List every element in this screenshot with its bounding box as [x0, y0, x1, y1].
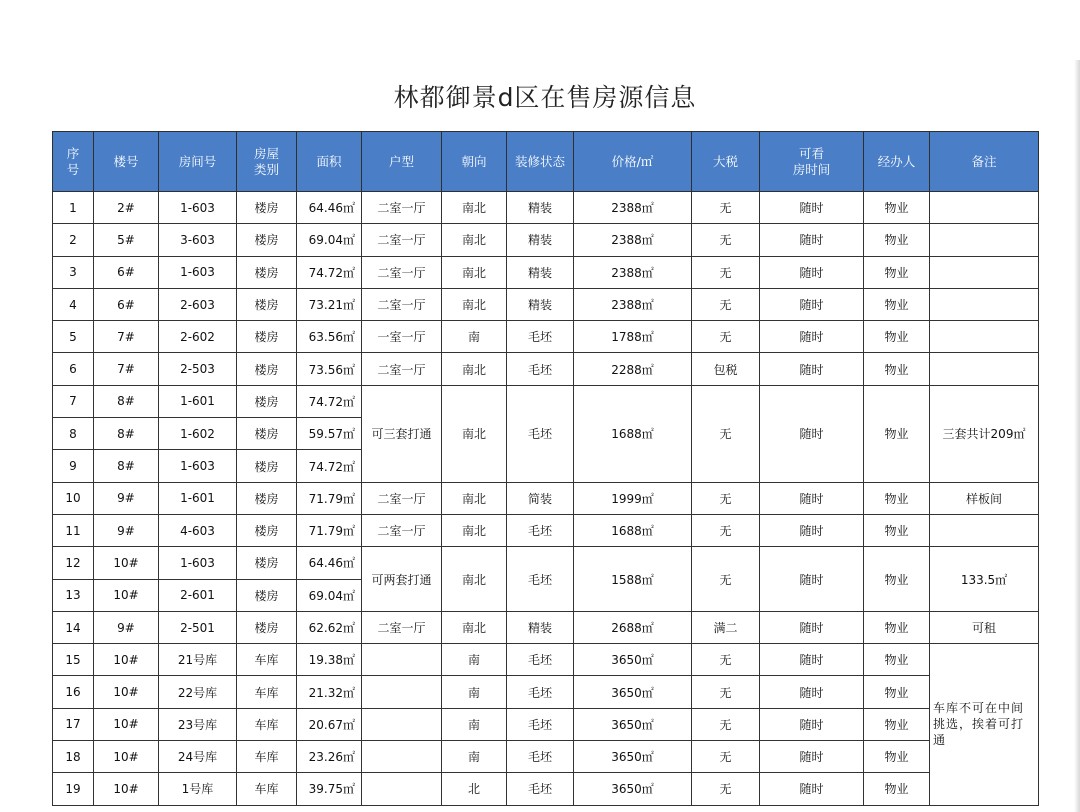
- cell-area: 71.79㎡: [297, 482, 362, 514]
- cell-price: 3650㎡: [574, 741, 692, 773]
- cell-building: 10#: [94, 741, 159, 773]
- cell-type: 楼房: [237, 256, 297, 288]
- cell-facing: 南: [442, 644, 507, 676]
- cell-viewing-time: 随时: [760, 482, 864, 514]
- cell-room: 2-601: [159, 579, 237, 611]
- cell-area: 39.75㎡: [297, 773, 362, 805]
- cell-layout: [362, 644, 442, 676]
- cell-no: 12: [53, 547, 94, 579]
- cell-price: 3650㎡: [574, 773, 692, 805]
- cell-type: 车库: [237, 708, 297, 740]
- cell-price: 1688㎡: [574, 385, 692, 482]
- cell-agent: 物业: [864, 482, 930, 514]
- cell-room: 23号库: [159, 708, 237, 740]
- cell-notes: [930, 288, 1039, 320]
- cell-viewing-time: 随时: [760, 321, 864, 353]
- cell-price: 1788㎡: [574, 321, 692, 353]
- cell-room: 24号库: [159, 741, 237, 773]
- cell-viewing-time: 随时: [760, 514, 864, 546]
- header-room: 房间号: [159, 132, 237, 192]
- cell-facing: 南北: [442, 611, 507, 643]
- cell-type: 楼房: [237, 547, 297, 579]
- cell-notes: [930, 514, 1039, 546]
- table-row: [53, 321, 1039, 353]
- cell-viewing-time: 随时: [760, 224, 864, 256]
- cell-room: 4-603: [159, 514, 237, 546]
- table-row: [53, 611, 1039, 643]
- cell-notes: [930, 192, 1039, 224]
- table-row: [53, 288, 1039, 320]
- cell-tax: 无: [692, 288, 760, 320]
- cell-decoration: 毛坯: [507, 773, 574, 805]
- cell-area: 71.79㎡: [297, 514, 362, 546]
- cell-room: 1-602: [159, 418, 237, 450]
- cell-building: 10#: [94, 676, 159, 708]
- cell-notes: [930, 224, 1039, 256]
- header-decoration: 装修状态: [507, 132, 574, 192]
- cell-type: 车库: [237, 644, 297, 676]
- cell-tax: 无: [692, 773, 760, 805]
- cell-building: 10#: [94, 708, 159, 740]
- table-row: [53, 644, 1039, 676]
- cell-area: 64.46㎡: [297, 547, 362, 579]
- table-row: [53, 385, 1039, 417]
- cell-layout: 二室一厅: [362, 611, 442, 643]
- cell-tax: 满二: [692, 611, 760, 643]
- cell-agent: 物业: [864, 353, 930, 385]
- cell-layout: 二室一厅: [362, 288, 442, 320]
- cell-area: 21.32㎡: [297, 676, 362, 708]
- cell-layout: 二室一厅: [362, 353, 442, 385]
- cell-room: 2-503: [159, 353, 237, 385]
- table-row: [53, 741, 1039, 773]
- cell-notes: [930, 321, 1039, 353]
- cell-notes: 133.5㎡: [930, 547, 1039, 612]
- header-agent: 经办人: [864, 132, 930, 192]
- cell-building: 6#: [94, 288, 159, 320]
- cell-price: 3650㎡: [574, 708, 692, 740]
- cell-price: 2688㎡: [574, 611, 692, 643]
- cell-area: 20.67㎡: [297, 708, 362, 740]
- cell-no: 9: [53, 450, 94, 482]
- cell-decoration: 简装: [507, 482, 574, 514]
- cell-viewing-time: 随时: [760, 256, 864, 288]
- cell-notes: [930, 256, 1039, 288]
- cell-area: 63.56㎡: [297, 321, 362, 353]
- cell-building: 8#: [94, 385, 159, 417]
- cell-agent: 物业: [864, 288, 930, 320]
- cell-no: 2: [53, 224, 94, 256]
- cell-type: 楼房: [237, 611, 297, 643]
- cell-agent: 物业: [864, 773, 930, 805]
- cell-room: 1-601: [159, 385, 237, 417]
- table-row: [53, 514, 1039, 546]
- cell-facing: 南北: [442, 288, 507, 320]
- header-building: 楼号: [94, 132, 159, 192]
- cell-facing: 南: [442, 708, 507, 740]
- cell-price: 3650㎡: [574, 644, 692, 676]
- cell-viewing-time: 随时: [760, 741, 864, 773]
- cell-decoration: 精装: [507, 611, 574, 643]
- cell-building: 9#: [94, 611, 159, 643]
- table-row: [53, 353, 1039, 385]
- cell-decoration: 毛坯: [507, 385, 574, 482]
- cell-area: 59.57㎡: [297, 418, 362, 450]
- cell-layout: 二室一厅: [362, 482, 442, 514]
- cell-room: 3-603: [159, 224, 237, 256]
- cell-price: 1588㎡: [574, 547, 692, 612]
- cell-no: 7: [53, 385, 94, 417]
- cell-layout: 二室一厅: [362, 224, 442, 256]
- cell-agent: 物业: [864, 611, 930, 643]
- cell-decoration: 精装: [507, 256, 574, 288]
- cell-building: 6#: [94, 256, 159, 288]
- listing-table: [52, 131, 1039, 806]
- header-layout: 户型: [362, 132, 442, 192]
- cell-building: 8#: [94, 450, 159, 482]
- cell-no: 19: [53, 773, 94, 805]
- table-row: [53, 676, 1039, 708]
- cell-layout: [362, 708, 442, 740]
- cell-agent: 物业: [864, 547, 930, 612]
- cell-area: 62.62㎡: [297, 611, 362, 643]
- cell-area: 73.21㎡: [297, 288, 362, 320]
- cell-no: 10: [53, 482, 94, 514]
- table-row: [53, 192, 1039, 224]
- cell-agent: 物业: [864, 256, 930, 288]
- header-notes: 备注: [930, 132, 1039, 192]
- cell-area: 74.72㎡: [297, 385, 362, 417]
- cell-type: 楼房: [237, 192, 297, 224]
- cell-viewing-time: 随时: [760, 676, 864, 708]
- cell-decoration: 精装: [507, 224, 574, 256]
- cell-price: 1999㎡: [574, 482, 692, 514]
- header-facing: 朝向: [442, 132, 507, 192]
- page-edge-shadow: [1074, 60, 1080, 812]
- cell-viewing-time: 随时: [760, 192, 864, 224]
- cell-tax: 无: [692, 224, 760, 256]
- cell-agent: 物业: [864, 741, 930, 773]
- cell-facing: 北: [442, 773, 507, 805]
- cell-room: 1-603: [159, 547, 237, 579]
- cell-area: 69.04㎡: [297, 224, 362, 256]
- cell-layout: [362, 773, 442, 805]
- cell-notes: 可租: [930, 611, 1039, 643]
- cell-type: 楼房: [237, 450, 297, 482]
- header-type: 房屋 类别: [237, 132, 297, 192]
- cell-building: 9#: [94, 514, 159, 546]
- cell-building: 10#: [94, 579, 159, 611]
- cell-facing: 南北: [442, 256, 507, 288]
- cell-decoration: 毛坯: [507, 547, 574, 612]
- cell-room: 2-603: [159, 288, 237, 320]
- cell-no: 5: [53, 321, 94, 353]
- cell-type: 楼房: [237, 418, 297, 450]
- cell-agent: 物业: [864, 224, 930, 256]
- cell-area: 73.56㎡: [297, 353, 362, 385]
- table-row: [53, 482, 1039, 514]
- cell-tax: 无: [692, 256, 760, 288]
- cell-no: 16: [53, 676, 94, 708]
- cell-type: 楼房: [237, 321, 297, 353]
- table-row: [53, 773, 1039, 805]
- cell-room: 22号库: [159, 676, 237, 708]
- cell-decoration: 毛坯: [507, 644, 574, 676]
- cell-tax: 无: [692, 741, 760, 773]
- cell-type: 车库: [237, 773, 297, 805]
- cell-tax: 无: [692, 385, 760, 482]
- cell-agent: 物业: [864, 385, 930, 482]
- cell-layout: 二室一厅: [362, 256, 442, 288]
- cell-decoration: 精装: [507, 192, 574, 224]
- cell-no: 11: [53, 514, 94, 546]
- cell-type: 楼房: [237, 385, 297, 417]
- cell-no: 18: [53, 741, 94, 773]
- cell-viewing-time: 随时: [760, 353, 864, 385]
- cell-viewing-time: 随时: [760, 773, 864, 805]
- cell-notes: 三套共计209㎡: [930, 385, 1039, 482]
- cell-no: 17: [53, 708, 94, 740]
- cell-decoration: 毛坯: [507, 708, 574, 740]
- cell-no: 6: [53, 353, 94, 385]
- cell-tax: 无: [692, 514, 760, 546]
- cell-no: 13: [53, 579, 94, 611]
- cell-type: 楼房: [237, 288, 297, 320]
- cell-tax: 无: [692, 321, 760, 353]
- cell-viewing-time: 随时: [760, 644, 864, 676]
- cell-agent: 物业: [864, 514, 930, 546]
- cell-price: 3650㎡: [574, 676, 692, 708]
- cell-area: 23.26㎡: [297, 741, 362, 773]
- cell-building: 10#: [94, 644, 159, 676]
- cell-facing: 南北: [442, 192, 507, 224]
- cell-tax: 无: [692, 482, 760, 514]
- page-title: 林都御景d区在售房源信息: [393, 83, 697, 112]
- cell-no: 4: [53, 288, 94, 320]
- cell-price: 2388㎡: [574, 224, 692, 256]
- cell-viewing-time: 随时: [760, 547, 864, 612]
- cell-facing: 南: [442, 741, 507, 773]
- cell-decoration: 精装: [507, 288, 574, 320]
- cell-layout: 可两套打通: [362, 547, 442, 612]
- cell-tax: 无: [692, 192, 760, 224]
- cell-facing: 南北: [442, 482, 507, 514]
- cell-viewing-time: 随时: [760, 611, 864, 643]
- cell-type: 楼房: [237, 579, 297, 611]
- cell-type: 楼房: [237, 353, 297, 385]
- cell-facing: 南北: [442, 514, 507, 546]
- cell-area: 74.72㎡: [297, 256, 362, 288]
- cell-decoration: 毛坯: [507, 514, 574, 546]
- cell-building: 9#: [94, 482, 159, 514]
- cell-room: 1-603: [159, 256, 237, 288]
- cell-agent: 物业: [864, 644, 930, 676]
- cell-tax: 无: [692, 676, 760, 708]
- cell-type: 车库: [237, 741, 297, 773]
- cell-room: 2-501: [159, 611, 237, 643]
- table-row: [53, 256, 1039, 288]
- cell-building: 10#: [94, 547, 159, 579]
- cell-room: 21号库: [159, 644, 237, 676]
- cell-tax: 包税: [692, 353, 760, 385]
- cell-no: 3: [53, 256, 94, 288]
- cell-building: 7#: [94, 321, 159, 353]
- cell-area: 74.72㎡: [297, 450, 362, 482]
- cell-no: 1: [53, 192, 94, 224]
- cell-area: 64.46㎡: [297, 192, 362, 224]
- cell-no: 8: [53, 418, 94, 450]
- cell-building: 5#: [94, 224, 159, 256]
- cell-agent: 物业: [864, 192, 930, 224]
- header-price: 价格/㎡: [574, 132, 692, 192]
- cell-building: 10#: [94, 773, 159, 805]
- cell-room: 1-601: [159, 482, 237, 514]
- cell-tax: 无: [692, 644, 760, 676]
- cell-notes: [930, 353, 1039, 385]
- cell-facing: 南: [442, 321, 507, 353]
- cell-layout: 可三套打通: [362, 385, 442, 482]
- cell-decoration: 毛坯: [507, 676, 574, 708]
- cell-no: 15: [53, 644, 94, 676]
- cell-building: 7#: [94, 353, 159, 385]
- header-tax: 大税: [692, 132, 760, 192]
- cell-notes-garage: 车库不可在中间挑选，挨着可打通: [930, 644, 1039, 805]
- cell-area: 19.38㎡: [297, 644, 362, 676]
- cell-facing: 南北: [442, 547, 507, 612]
- cell-facing: 南北: [442, 353, 507, 385]
- cell-viewing-time: 随时: [760, 288, 864, 320]
- cell-tax: 无: [692, 708, 760, 740]
- cell-layout: [362, 676, 442, 708]
- cell-area: 69.04㎡: [297, 579, 362, 611]
- header-viewing-time: 可看 房时间: [760, 132, 864, 192]
- cell-agent: 物业: [864, 676, 930, 708]
- cell-viewing-time: 随时: [760, 385, 864, 482]
- cell-price: 2288㎡: [574, 353, 692, 385]
- cell-price: 2388㎡: [574, 192, 692, 224]
- cell-type: 楼房: [237, 482, 297, 514]
- cell-no: 14: [53, 611, 94, 643]
- cell-building: 2#: [94, 192, 159, 224]
- cell-price: 2388㎡: [574, 256, 692, 288]
- cell-layout: 一室一厅: [362, 321, 442, 353]
- header-area: 面积: [297, 132, 362, 192]
- cell-decoration: 毛坯: [507, 741, 574, 773]
- cell-decoration: 毛坯: [507, 353, 574, 385]
- cell-layout: 二室一厅: [362, 192, 442, 224]
- table-row: [53, 708, 1039, 740]
- cell-price: 1688㎡: [574, 514, 692, 546]
- cell-layout: 二室一厅: [362, 514, 442, 546]
- cell-type: 楼房: [237, 224, 297, 256]
- cell-room: 2-602: [159, 321, 237, 353]
- cell-room: 1-603: [159, 450, 237, 482]
- cell-building: 8#: [94, 418, 159, 450]
- cell-type: 楼房: [237, 514, 297, 546]
- table-row: [53, 547, 1039, 579]
- cell-agent: 物业: [864, 321, 930, 353]
- cell-viewing-time: 随时: [760, 708, 864, 740]
- cell-notes: 样板间: [930, 482, 1039, 514]
- cell-agent: 物业: [864, 708, 930, 740]
- table-row: [53, 224, 1039, 256]
- cell-room: 1-603: [159, 192, 237, 224]
- cell-room: 1号库: [159, 773, 237, 805]
- header-no: 序 号: [53, 132, 94, 192]
- header-row: [53, 132, 1039, 192]
- cell-type: 车库: [237, 676, 297, 708]
- cell-facing: 南北: [442, 224, 507, 256]
- cell-facing: 南: [442, 676, 507, 708]
- cell-facing: 南北: [442, 385, 507, 482]
- cell-layout: [362, 741, 442, 773]
- cell-tax: 无: [692, 547, 760, 612]
- cell-decoration: 毛坯: [507, 321, 574, 353]
- cell-price: 2388㎡: [574, 288, 692, 320]
